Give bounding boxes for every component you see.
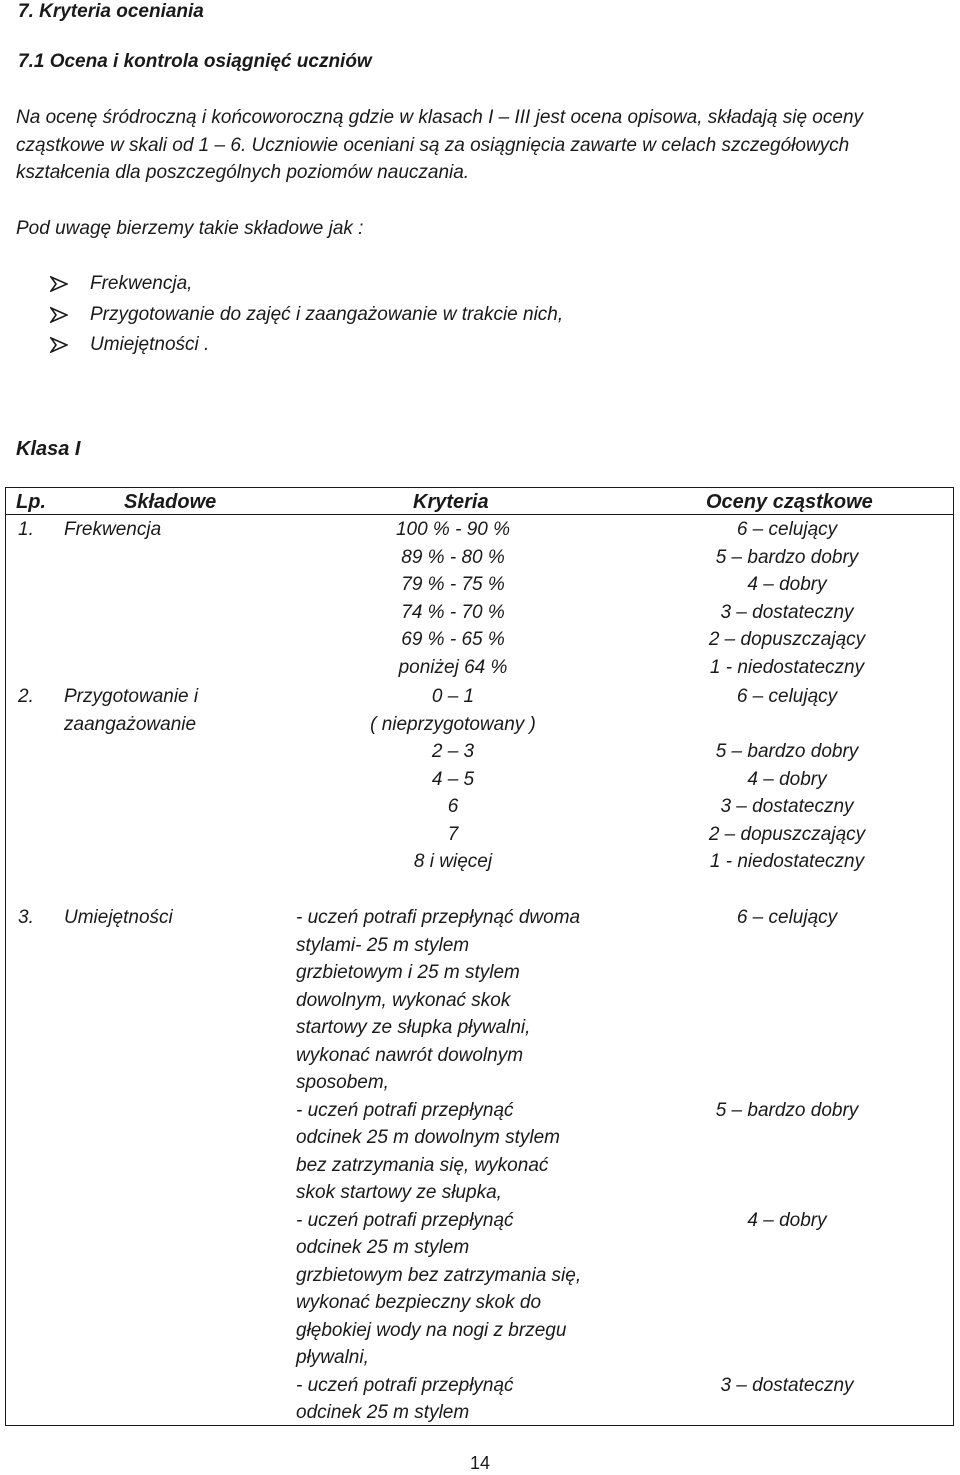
- criteria-line: odcinek 25 m stylem: [296, 1402, 470, 1423]
- row-component: Frekwencja: [64, 519, 162, 540]
- criteria-line: sposobem,: [296, 1072, 389, 1093]
- bullet-list: [50, 271, 563, 363]
- criteria-line: odcinek 25 m dowolnym stylem: [296, 1127, 560, 1148]
- bullet-text: Umiejętności .: [90, 334, 210, 355]
- criteria-line: grzbietowym bez zatrzymania się,: [296, 1264, 582, 1286]
- arrowhead-bullet-icon: [50, 337, 68, 353]
- row-grade: 6 – celujący: [736, 907, 838, 928]
- row-component: Przygotowanie i zaangażowanie: [64, 686, 199, 735]
- criteria-line: ( nieprzygotowany ): [370, 713, 536, 735]
- grade-line: 4 – dobry: [747, 768, 827, 790]
- criteria-line: 8 i więcej: [413, 851, 493, 872]
- row-criteria: [296, 904, 581, 1427]
- grade-line: 3 – dostateczny: [720, 796, 854, 817]
- row-grade: 5 – bardzo dobry: [715, 1100, 859, 1121]
- class-title: Klasa I: [16, 438, 81, 460]
- bullet-item: [50, 332, 563, 363]
- arrowhead-bullet-icon: [50, 276, 68, 292]
- intro-line: Na ocenę śródroczną i końcoworoczną gdzie w klasach I – III jest ocena opisowa, składają się oceny: [16, 107, 864, 128]
- row-criteria: [300, 516, 606, 681]
- grade-line: 2 – dopuszczający: [708, 823, 866, 845]
- bullet-item: [50, 271, 563, 302]
- criteria-line: wykonać nawrót dowolnym: [296, 1044, 524, 1066]
- criteria-line: 100 % - 90 %: [395, 519, 511, 540]
- criteria-line: 74 % - 70 %: [401, 601, 505, 623]
- row-lp: 2.: [18, 686, 34, 707]
- criteria-line: 79 % - 75 %: [401, 574, 505, 595]
- grade-line: 6 – celujący: [736, 519, 838, 540]
- grade-line: 3 – dostateczny: [720, 601, 854, 623]
- row-component: Umiejętności: [64, 907, 173, 928]
- intro-line: cząstkowe w skali od 1 – 6. Uczniowie oceniani są za osiągnięcia zawarte w celach szczegółowych: [16, 134, 850, 156]
- row-grade: 3 – dostateczny: [720, 1375, 854, 1396]
- criteria-line: 7: [447, 823, 459, 845]
- grade-line: 5 – bardzo dobry: [715, 546, 859, 568]
- bullet-text: Frekwencja,: [90, 273, 193, 294]
- criteria-line: startowy ze słupka pływalni,: [296, 1017, 531, 1038]
- row-lp: 1.: [18, 519, 34, 540]
- criteria-line: pływalni,: [296, 1347, 369, 1368]
- page-number: 14: [469, 1453, 491, 1473]
- row-criteria: [300, 683, 606, 876]
- criteria-line: 6: [447, 796, 459, 817]
- row-grade: 4 – dobry: [747, 1210, 827, 1231]
- row-grades: [640, 683, 934, 876]
- criteria-line: dowolnym, wykonać skok: [296, 989, 511, 1011]
- row-grades: [640, 516, 934, 681]
- grade-line: 5 – bardzo dobry: [715, 741, 859, 762]
- grade-line: 2 – dopuszczający: [708, 629, 866, 650]
- header-criteria: Kryteria: [413, 491, 489, 513]
- criteria-line: 69 % - 65 %: [401, 629, 505, 650]
- criteria-line: poniżej 64 %: [398, 656, 508, 678]
- grade-line: [640, 711, 934, 739]
- criteria-line: głębokiej wody na nogi z brzegu: [296, 1319, 567, 1341]
- criteria-line: stylami- 25 m stylem: [296, 934, 470, 956]
- bullet-item: [50, 302, 563, 333]
- header-grades: Oceny cząstkowe: [706, 491, 873, 513]
- criteria-line: - uczeń potrafi przepłynąć dwoma: [296, 907, 581, 928]
- criteria-line: 2 – 3: [431, 741, 475, 762]
- criteria-line: skok startowy ze słupka,: [296, 1182, 502, 1203]
- grade-line: 6 – celujący: [736, 686, 838, 707]
- grade-line: 1 - niedostateczny: [709, 851, 865, 872]
- row-lp: 3.: [18, 907, 34, 928]
- intro-paragraph: [16, 104, 936, 187]
- criteria-line: 4 – 5: [431, 768, 475, 790]
- criteria-line: bez zatrzymania się, wykonać: [296, 1154, 549, 1176]
- criteria-line: 0 – 1: [431, 686, 475, 707]
- section-heading: 7. Kryteria oceniania: [18, 1, 204, 22]
- criteria-line: wykonać bezpieczny skok do: [296, 1292, 542, 1313]
- grade-line: 1 - niedostateczny: [709, 656, 865, 678]
- header-lp: Lp.: [16, 491, 46, 513]
- criteria-line: - uczeń potrafi przepłynąć: [296, 1099, 514, 1121]
- intro-line: kształcenia dla poszczególnych poziomów nauczania.: [16, 162, 470, 183]
- arrowhead-bullet-icon: [50, 307, 68, 323]
- header-component: Składowe: [124, 491, 217, 513]
- bullet-text: Przygotowanie do zajęć i zaangażowanie w trakcie nich,: [90, 303, 564, 325]
- criteria-line: odcinek 25 m stylem: [296, 1237, 470, 1258]
- criteria-line: - uczeń potrafi przepłynąć: [296, 1374, 514, 1396]
- grade-line: 4 – dobry: [747, 574, 827, 595]
- subsection-heading: 7.1 Ocena i kontrola osiągnięć uczniów: [18, 51, 372, 72]
- criteria-line: - uczeń potrafi przepłynąć: [296, 1209, 514, 1231]
- criteria-line: grzbietowym i 25 m stylem: [296, 962, 520, 983]
- criteria-line: 89 % - 80 %: [401, 546, 505, 568]
- lead-text: Pod uwagę bierzemy takie składowe jak :: [16, 218, 364, 239]
